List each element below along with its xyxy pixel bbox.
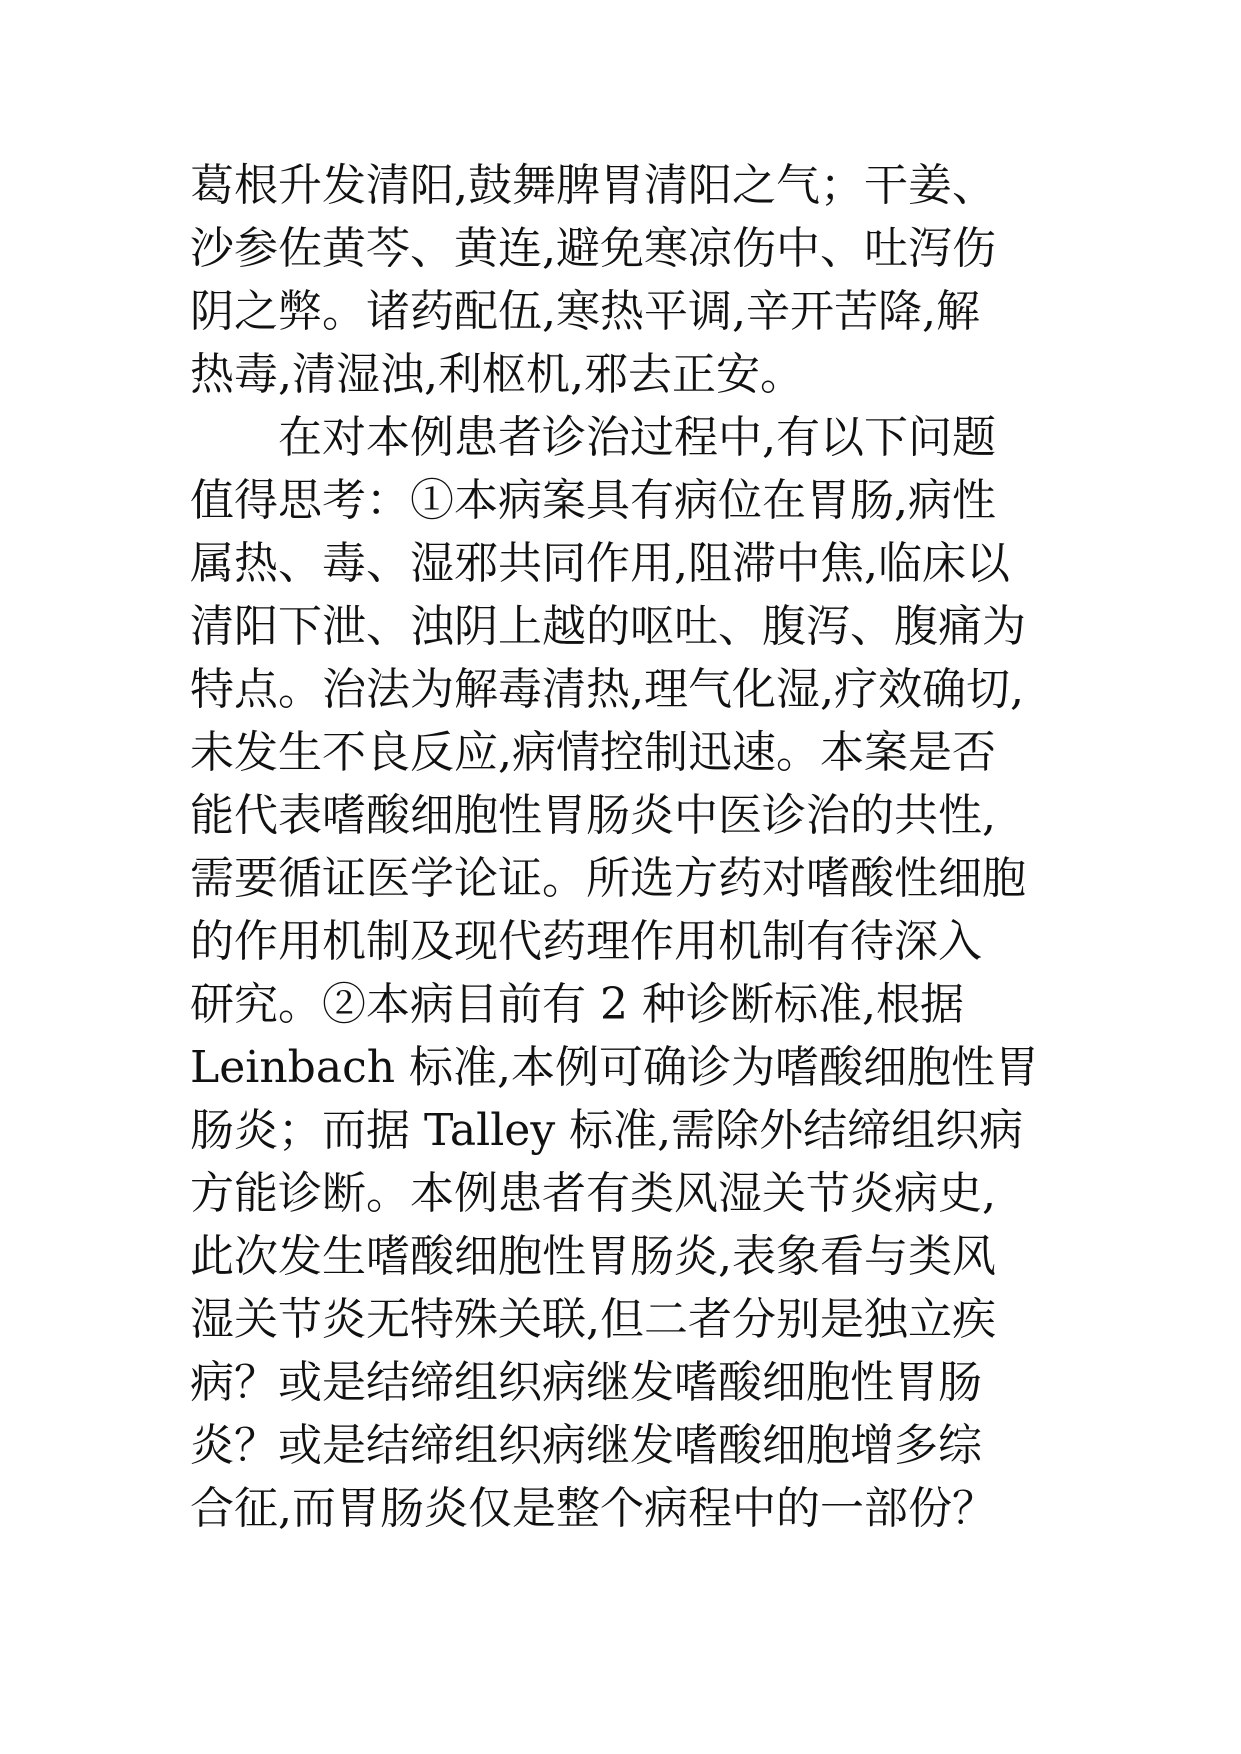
text-line: 方能诊断。本例患者有类风湿关节炎病史, <box>190 1168 996 1219</box>
text-line: 葛根升发清阳,鼓舞脾胃清阳之气；干姜、 <box>190 160 996 211</box>
text-line: 此次发生嗜酸细胞性胃肠炎,表象看与类风 <box>190 1231 996 1282</box>
paragraph-2 <box>190 406 1060 1540</box>
text-line: 属热、毒、湿邪共同作用,阻滞中焦,临床以 <box>190 538 1010 589</box>
text-line: 合征,而胃肠炎仅是整个病程中的一部份？ <box>190 1483 996 1534</box>
text-line: 清阳下泄、浊阴上越的呕吐、腹泻、腹痛为 <box>190 601 1026 652</box>
paragraph-1 <box>190 154 1060 406</box>
text-line: 热毒,清湿浊,利枢机,邪去正安。 <box>190 349 804 400</box>
text-line: 病？或是结缔组织病继发嗜酸细胞性胃肠 <box>190 1357 982 1408</box>
text-line: Leinbach 标准,本例可确诊为嗜酸细胞性胃 <box>190 1042 1040 1093</box>
text-line: 沙参佐黄芩、黄连,避免寒凉伤中、吐泻伤 <box>190 223 996 274</box>
text-line: 炎？或是结缔组织病继发嗜酸细胞增多综 <box>190 1420 982 1471</box>
text-line: 能代表嗜酸细胞性胃肠炎中医诊治的共性, <box>190 790 996 841</box>
text-line: 特点。治法为解毒清热,理气化湿,疗效确切, <box>190 664 1024 715</box>
text-line: 研究。②本病目前有 2 种诊断标准,根据 <box>190 979 964 1030</box>
text-line: 需要循证医学论证。所选方药对嗜酸性细胞 <box>190 853 1026 904</box>
text-line: 的作用机制及现代药理作用机制有待深入 <box>190 916 982 967</box>
text-line: 在对本例患者诊治过程中,有以下问题 <box>190 412 996 463</box>
text-line: 值得思考：①本病案具有病位在胃肠,病性 <box>190 475 996 526</box>
text-line: 阴之弊。诸药配伍,寒热平调,辛开苦降,解 <box>190 286 980 337</box>
text-line: 湿关节炎无特殊关联,但二者分别是独立疾 <box>190 1294 996 1345</box>
text-line: 未发生不良反应,病情控制迅速。本案是否 <box>190 727 996 778</box>
text-line: 肠炎；而据 Talley 标准,需除外结缔组织病 <box>190 1105 1024 1156</box>
